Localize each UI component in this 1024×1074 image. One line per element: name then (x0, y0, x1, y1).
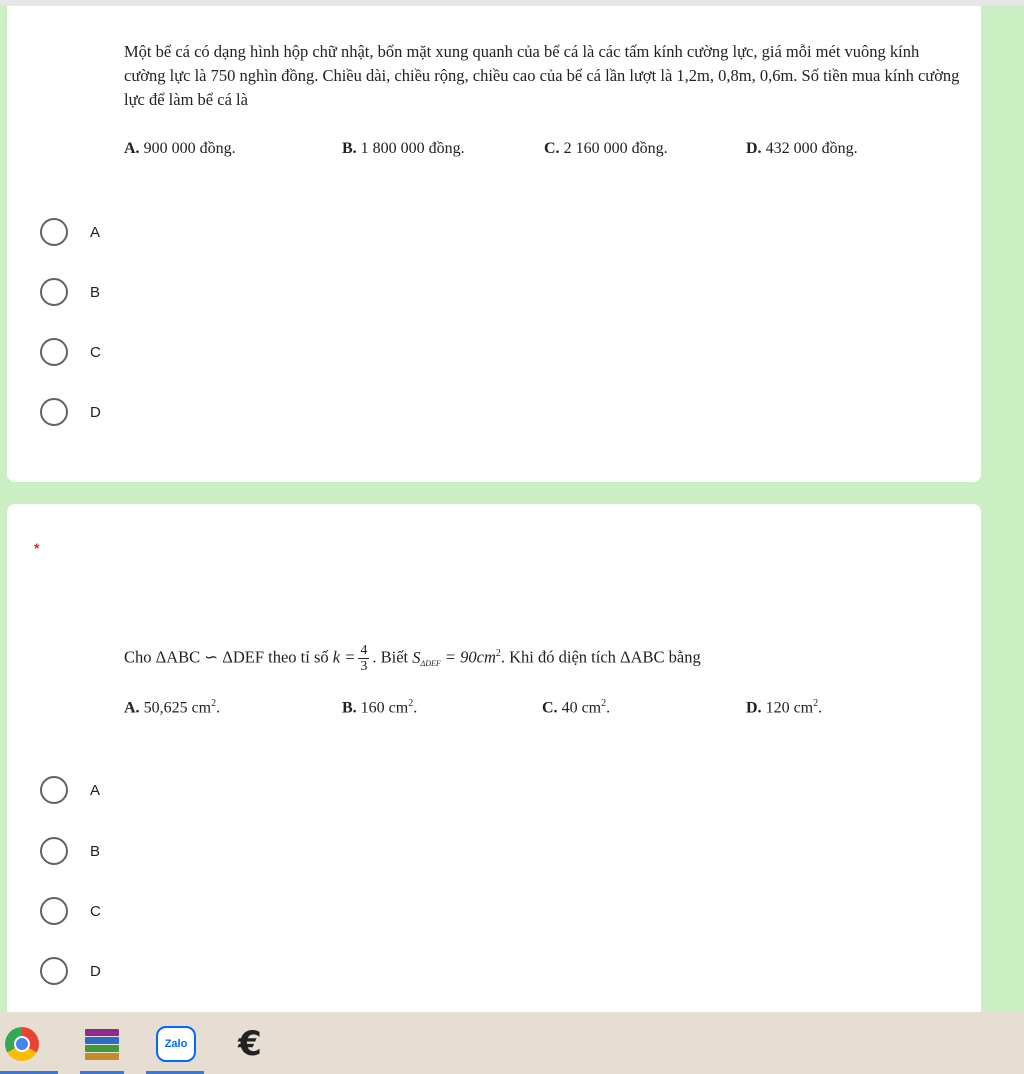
gear-app-icon[interactable]: € (238, 1024, 262, 1064)
question-card-2 (7, 504, 981, 1024)
option-label: B (90, 842, 101, 860)
radio-button[interactable] (40, 338, 68, 366)
option-label: C (90, 902, 101, 920)
radio-button[interactable] (40, 957, 68, 985)
question-1-text: Một bể cá có dạng hình hộp chữ nhật, bốn mặt xung quanh của bể cá là các tấm kính cường lực, giá mỗi mét vuông kính cường lực là 750 nghìn đồng. Chiều dài, chiều rộng, chiều cao của bể cá lần lượt là 1,2m, 0,8m, 0,6m. Số tiền mua kính cường lực để làm bể cá là (124, 42, 960, 109)
chrome-icon[interactable] (0, 1022, 44, 1066)
q1-option-c[interactable] (40, 337, 101, 367)
option-label: B (90, 283, 101, 301)
radio-button[interactable] (40, 398, 68, 426)
answer-choice-d: D. 432 000 đồng. (746, 140, 858, 157)
option-label: A (90, 223, 101, 241)
radio-button[interactable] (40, 837, 68, 865)
winrar-icon[interactable] (80, 1022, 124, 1066)
answer-choice-b: B. 160 $cm^2$. (342, 698, 418, 717)
question-1-answer-choices (124, 140, 964, 164)
option-label: A (90, 781, 101, 799)
answer-choice-a: A. 50,625 $cm^2$. (124, 698, 221, 717)
option-label: C (90, 343, 101, 361)
required-asterisk: * (34, 540, 40, 556)
answer-choice-c: C. 40 $cm^2$. (542, 698, 611, 717)
q1-option-d[interactable] (40, 397, 101, 427)
question-2-answer-choices (124, 698, 964, 722)
zalo-icon[interactable]: Zalo (154, 1022, 198, 1066)
taskbar (0, 1012, 1024, 1074)
q2-option-c[interactable] (40, 896, 101, 926)
answer-choice-b: B. 1 800 000 đồng. (342, 140, 465, 157)
radio-button[interactable] (40, 218, 68, 246)
answer-choice-c: C. 2 160 000 đồng. (544, 140, 668, 157)
answer-choice-d: D. 120 $cm^2$. (746, 698, 823, 717)
answer-choice-a: A. 900 000 đồng. (124, 140, 236, 157)
option-label: D (90, 403, 101, 421)
option-label: D (90, 962, 101, 980)
q2-option-a[interactable] (40, 775, 100, 805)
q1-option-b[interactable] (40, 277, 100, 307)
radio-button[interactable] (40, 278, 68, 306)
q2-option-b[interactable] (40, 836, 100, 866)
q2-option-d[interactable] (40, 956, 101, 986)
radio-button[interactable] (40, 776, 68, 804)
radio-button[interactable] (40, 897, 68, 925)
q1-option-a[interactable] (40, 217, 100, 247)
question-2-text: Cho ΔABC ∽ ΔDEF theo tỉ số k = $\frac{4}{3}$ . Biết $S_{\Delta DEF} = 90cm^2$. Khi đó diện tích ΔABC bằng (124, 643, 701, 675)
fraction: $\frac{4}{3}$ (360, 643, 368, 675)
